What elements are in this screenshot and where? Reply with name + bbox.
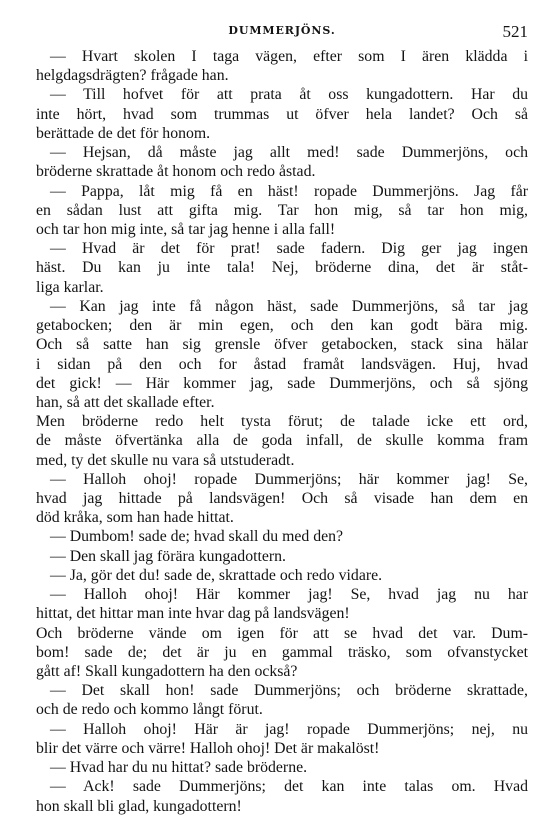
text-line: — Det skall hon! sade Dummerjöns; och bröderne skrattade, xyxy=(50,682,528,700)
text-line: — Hvad har du nu hittat? sade bröderne. xyxy=(50,759,308,777)
text-line: — Pappa, låt mig få en häst! ropade Dummerjöns. Jag får xyxy=(50,182,528,200)
text-line: liga karlar. xyxy=(36,278,104,296)
text-line: med, ty det skulle nu vara så utstuderadt. xyxy=(36,451,295,469)
text-line: en sådan lust att gifta mig. Tar hon mig, så tar hon mig, xyxy=(36,201,528,219)
text-line: — Dumbom! sade de; hvad skall du med den? xyxy=(50,528,344,546)
text-line: gått af! Skall kungadottern ha den också? xyxy=(36,663,298,680)
text-line: — Ja, gör det du! sade de, skrattade och redo vidare. xyxy=(50,566,383,584)
text-line: häst. Du kan ju inte tala! Nej, bröderne dina, det är ståt- xyxy=(36,259,528,277)
text-line: död kråka, som han hade hittat. xyxy=(36,509,234,527)
text-line: och de redo och kommo långt förut. xyxy=(36,701,263,719)
text-line: i sidan på den och for åstad framåt landsvägen. Huj, hvad xyxy=(36,355,528,373)
text-line: det gick! — Här kommer jag, sade Dummerjöns, och så sjöng xyxy=(36,374,528,392)
text-line: han, så att det skallade efter. xyxy=(36,393,215,411)
page-header xyxy=(36,22,528,42)
text-line: bom! sade de; det är ju en gammal träsko, som ofvanstycket xyxy=(36,643,528,661)
text-line: blir det värre och värre! Halloh ohoj! Det är makalöst! xyxy=(36,739,380,757)
text-line: — Ack! sade Dummerjöns; det kan inte talas om. Hvad xyxy=(50,778,528,796)
text-line: inte hört, hvad som trummas ut öfver hela landet? Och så xyxy=(36,105,528,123)
text-line: — Halloh ohoj! ropade Dummerjöns; här kommer jag! Se, xyxy=(50,470,528,488)
text-line: — Till hofvet för att prata åt oss kungadottern. Har du xyxy=(50,86,528,104)
text-line: Och så satte han sig grensle öfver getabocken, stack sina hälar xyxy=(36,336,528,354)
text-line: Och bröderne vände om igen för att se hvad det var. Dum- xyxy=(36,624,528,642)
body-text xyxy=(36,47,528,816)
text-line: — Hvart skolen I taga vägen, efter som I ären klädda i xyxy=(50,48,528,65)
text-line: hon skall bli glad, kungadottern! xyxy=(36,797,242,815)
text-line: hittat, det hittar man inte hvar dag på landsvägen! xyxy=(36,605,350,623)
text-line: berättade de det för honom. xyxy=(36,124,211,142)
text-line: getabocken; den är min egen, och den kan godt bära mig. xyxy=(36,317,528,335)
running-head: DUMMERJÖNS. xyxy=(228,24,336,37)
text-line: — Halloh ohoj! Här är jag! ropade Dummerjöns; nej, nu xyxy=(50,720,528,738)
text-line: bröderne skrattade åt honom och redo åstad. xyxy=(36,163,316,181)
text-line: — Halloh ohoj! Här kommer jag! Se, hvad jag nu har xyxy=(50,586,528,604)
text-line: — Hvad är det för prat! sade fadern. Dig ger jag ingen xyxy=(50,240,528,258)
text-line: och tar hon mig inte, så tar jag henne i alla fall! xyxy=(36,220,336,238)
page-number: 521 xyxy=(502,22,528,41)
text-line: — Kan jag inte få någon häst, sade Dummerjöns, så tar jag xyxy=(50,297,528,315)
text-line: — Den skall jag förära kungadottern. xyxy=(50,547,286,565)
text-line: helgdagsdrägten? frågade han. xyxy=(36,67,229,85)
text-line: de måste öfvertänka alla de goda infall, de skulle komma fram xyxy=(36,432,528,450)
text-line: — Hejsan, då måste jag allt med! sade Dummerjöns, och xyxy=(50,144,528,162)
text-line: Men bröderne redo helt tysta förut; de talade icke ett ord, xyxy=(36,413,528,431)
text-line: hvad jag hittade på landsvägen! Och så visade han dem en xyxy=(36,490,528,508)
